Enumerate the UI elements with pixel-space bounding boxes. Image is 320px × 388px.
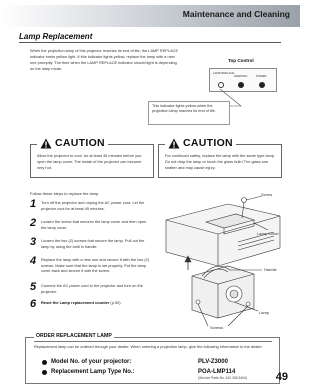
step-number: 6	[30, 298, 37, 310]
lamp-type-label: Replacement Lamp Type No.:	[51, 369, 135, 375]
step-number: 2	[30, 217, 37, 229]
step-text: Connect the AC power cord to the projector and turn on the projector.	[41, 283, 143, 294]
step-text: Replace the lamp with a new one and secure it with the two (2) screws. Make sure that the lamp is set properly. Put the lamp cover back and secure it with the screw.	[41, 257, 150, 274]
intro-paragraph: When the projection lamp of this projector reaches its end of life, the LAMP REPLACE indicator emits yellow light. If this indicator lights yellow, replace the lamp with a new one promptly. The time when the LAMP REPLACE indicator should light is depending on the lamp mode.	[30, 48, 179, 72]
step-number: 5	[30, 281, 37, 293]
power-label: POWER	[256, 74, 267, 78]
page-number: 49	[275, 371, 288, 383]
caution-box-lamp	[158, 137, 282, 178]
step-text: Turn off the projector and unplug the AC power cord. Let the projector cool for at least 45 minutes.	[41, 200, 145, 211]
caution-heading	[165, 137, 236, 149]
warning-label: WARNING	[234, 74, 248, 78]
lamp-type-row	[42, 369, 135, 375]
indicator-callout: This indicator lights yellow when the projection lamp reaches its end of life.	[148, 101, 230, 125]
screws-label: Screws	[210, 325, 224, 330]
caution-box-cool	[30, 137, 154, 178]
caution-text-lamp: For continued safety, replace the lamp with the same type lamp. Do not drop the lamp or touch the glass bulb! The glass can shatter and may cause injury.	[165, 153, 276, 170]
step-number: 1	[30, 198, 37, 210]
lamp-cover-label: Lamp Cover	[257, 231, 279, 236]
step-text-page-ref: (p.50).	[109, 300, 122, 305]
bullet-icon	[42, 360, 47, 365]
step-number: 3	[30, 236, 37, 248]
service-part-number: (Service Parts No. 610 336 5404)	[198, 376, 247, 380]
warning-triangle-icon	[168, 138, 180, 149]
caution-word: CAUTION	[55, 137, 105, 149]
lamp-label: Lamp	[259, 310, 270, 315]
step-text-reset	[41, 300, 152, 306]
caution-word: CAUTION	[183, 137, 233, 149]
top-control-label: Top Control	[228, 58, 254, 63]
warning-triangle-icon	[40, 138, 52, 149]
order-box	[25, 333, 280, 384]
bullet-icon	[42, 370, 47, 375]
model-row	[42, 359, 131, 365]
model-label: Model No. of your projector:	[51, 359, 132, 365]
handle-label: Handle	[264, 267, 277, 272]
step-text: Loosen the screw that secures the lamp cover and then open the lamp cover.	[41, 219, 147, 230]
step-number: 4	[30, 255, 37, 267]
caution-heading	[37, 137, 108, 149]
screw-label: Screw	[261, 192, 273, 197]
lamp-replace-label: LAMP REPLACE	[213, 71, 235, 75]
model-value: PLV-Z3000	[198, 359, 228, 365]
section-title: Lamp Replacement	[19, 32, 93, 41]
steps-intro: Follow these steps to replace the lamp.	[30, 191, 100, 196]
step-text-bold: Reset the Lamp replacement counter	[41, 300, 110, 305]
header-title: Maintenance and Cleaning	[182, 9, 290, 19]
order-title: ORDER REPLACEMENT LAMP	[36, 333, 112, 339]
step-text: Loosen the two (2) screws that secure the lamp. Pull out the lamp by using the built in handle.	[41, 238, 145, 249]
lamp-replacement-illustration	[158, 190, 286, 332]
order-divider	[34, 341, 272, 342]
lamp-type-value: POA-LMP114	[198, 369, 236, 375]
order-text: Replacement lamp can be ordered through your dealer. When ordering a projection lamp, give the following information to the dealer.	[34, 344, 263, 349]
caution-text-cool: Allow the projector to cool, for at least 45 minutes before you open the lamp cover. The inside of the projector can become very hot.	[37, 153, 142, 170]
